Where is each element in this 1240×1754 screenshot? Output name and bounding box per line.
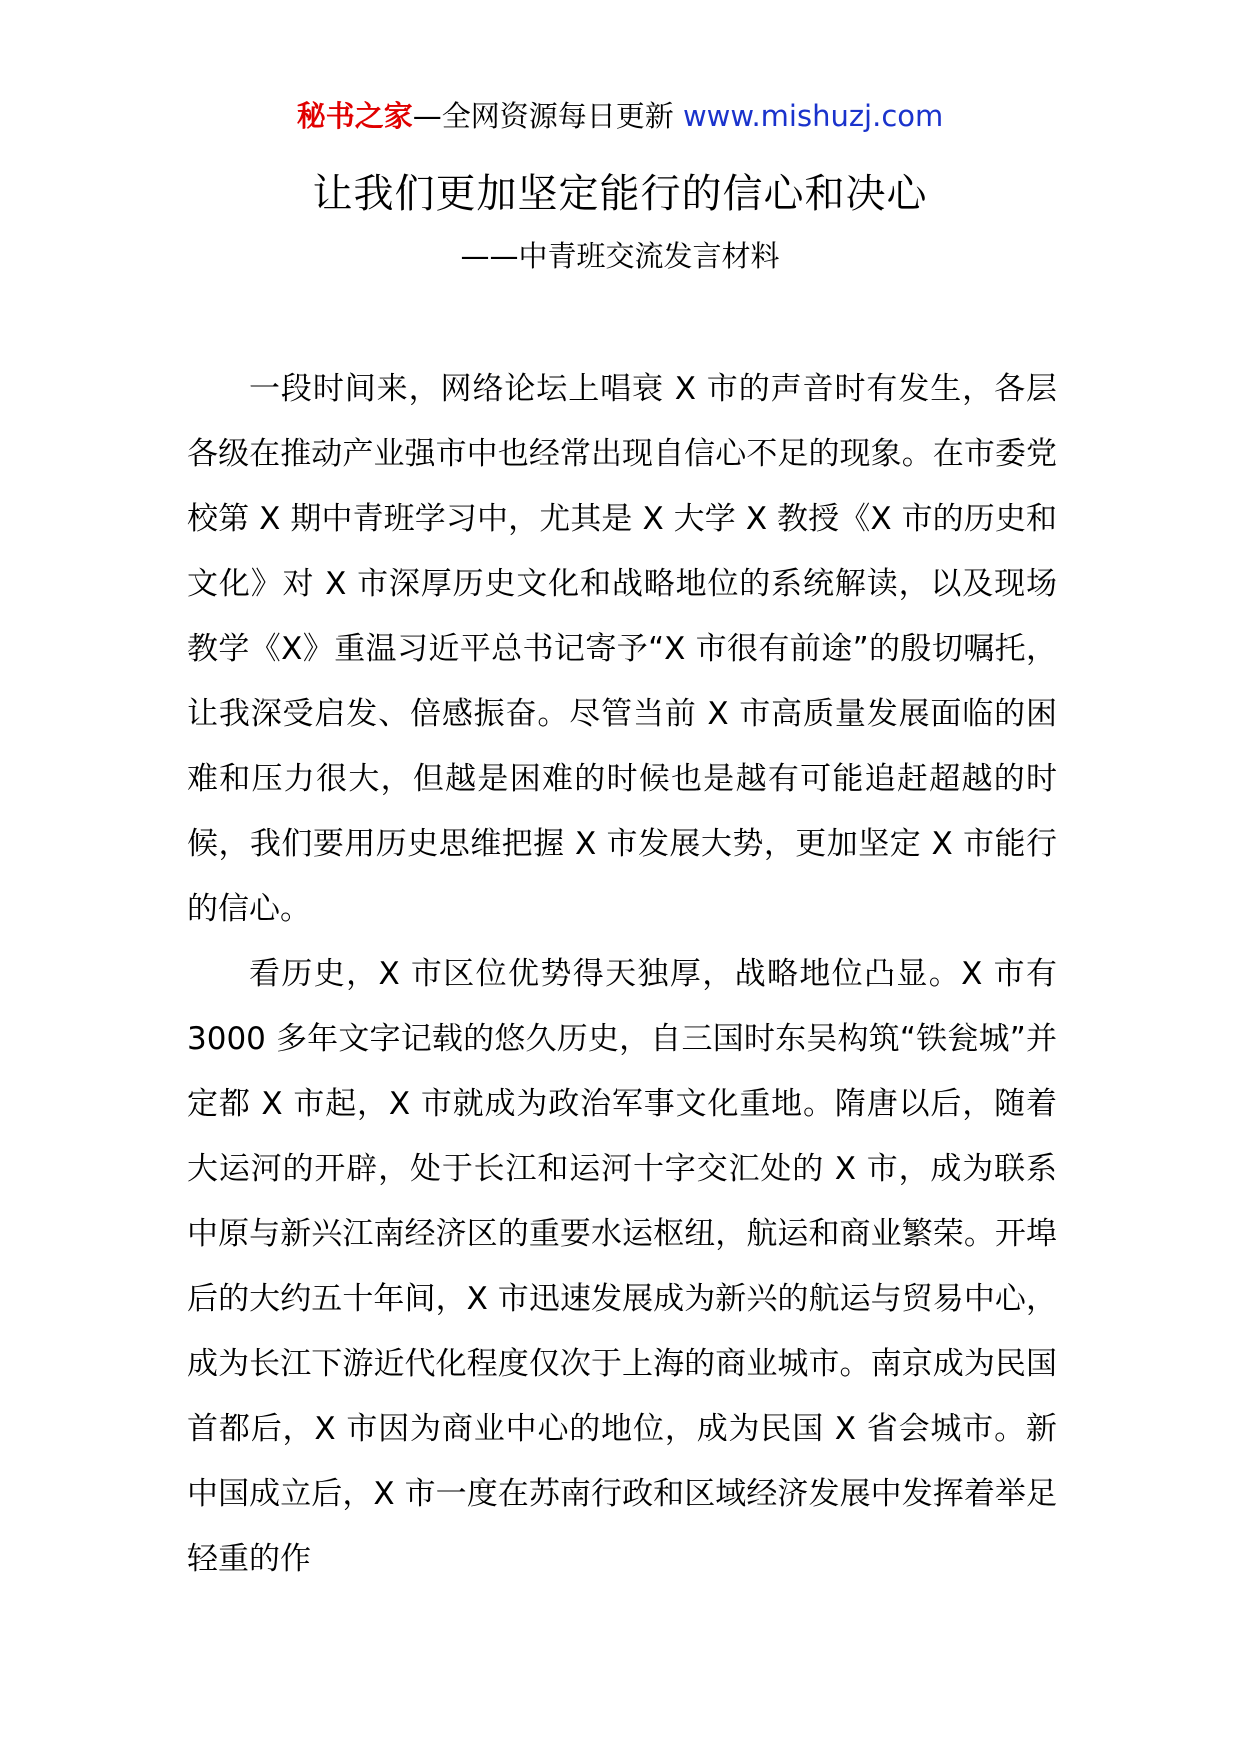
site-tagline: —全网资源每日更新 [412,99,683,133]
document-body [187,357,1057,1592]
site-url-link[interactable]: www.mishuzj.com [682,99,944,133]
document-subtitle: ——中青班交流发言材料 [460,239,780,273]
site-header [0,96,1240,136]
paragraph: 看历史，X 市区位优势得天独厚，战略地位凸显。X 市有 3000 多年文字记载的悠久历史，自三国时东吴构筑“铁瓮城”并定都 X 市起，X 市就成为政治军事文化重地。隋唐以后，随着大运河的开辟，处于长江和运河十字交汇处的 X 市，成为联系中原与新兴江南经济区的重要水运枢纽，航运和商业繁荣。开埠后的大约五十年间，X 市迅速发展成为新兴的航运与贸易中心，成为长江下游近代化程度仅次于上海的商业城市。南京成为民国首都后，X 市因为商业中心的地位，成为民国 X 省会城市。新中国成立后，X 市一度在苏南行政和区域经济发展中发挥着举足轻重的作 [187,956,1057,1577]
paragraph: 一段时间来，网络论坛上唱衰 X 市的声音时有发生，各层各级在推动产业强市中也经常出现自信心不足的现象。在市委党校第 X 期中青班学习中，尤其是 X 大学 X 教授《X 市的历史和文化》对 X 市深厚历史文化和战略地位的系统解读，以及现场教学《X》重温习近平总书记寄予“X 市很有前途”的殷切嘱托，让我深受启发、倍感振奋。尽管当前 X 市高质量发展面临的困难和压力很大，但越是困难的时候也是越有可能追赶超越的时候，我们要用历史思维把握 X 市发展大势，更加坚定 X 市能行的信心。 [187,371,1057,927]
site-brand: 秘书之家 [296,99,413,133]
document-title: 让我们更加坚定能行的信心和决心 [312,171,928,217]
